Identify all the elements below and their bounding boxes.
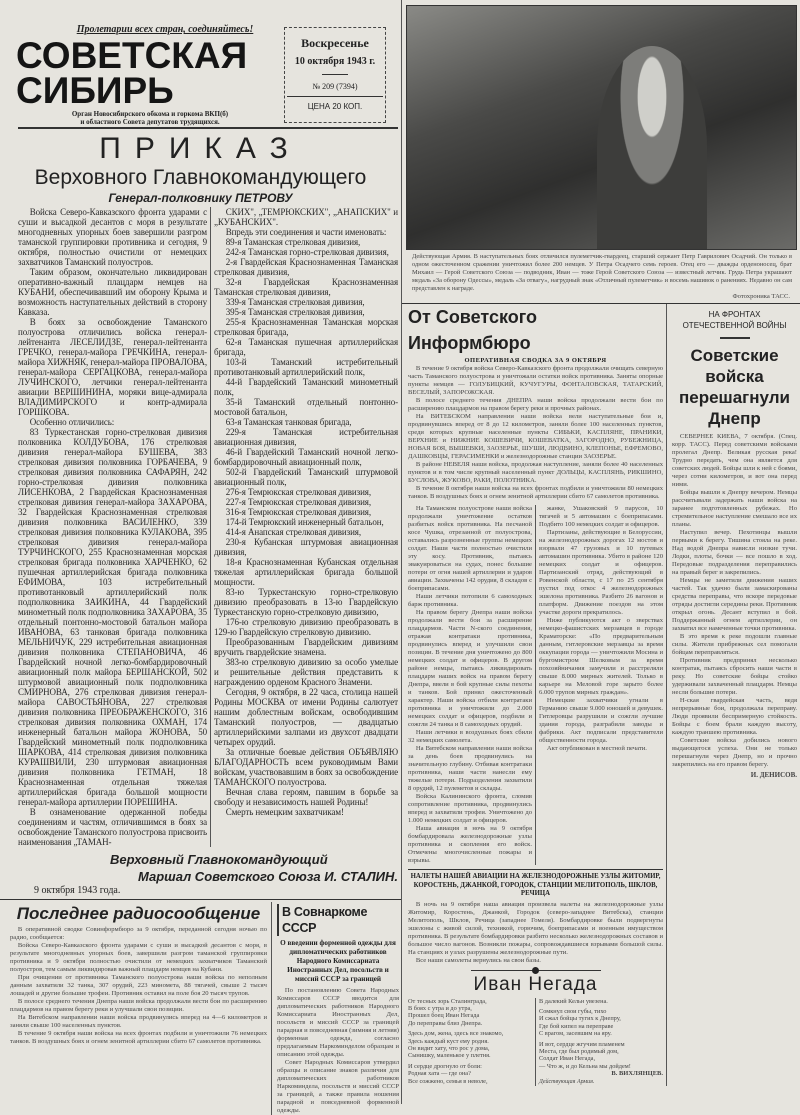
paragraph: Смерть немецким захватчикам! xyxy=(225,807,344,817)
paragraph: Акт опубликован в местной печати. xyxy=(546,745,647,752)
paragraph: 229-я Таманская истребительная авиационная дивизия, xyxy=(214,427,398,447)
organ-line-1: Орган Новосибирского обкома и горкома ВКП(б) xyxy=(71,110,229,118)
photo-credit: Фотохроника ТАСС. xyxy=(732,293,790,300)
signature-title: Верховный Главнокомандующий xyxy=(110,852,328,867)
poem-column-1 xyxy=(408,998,532,1087)
paragraph: Совет Народных Комиссаров утвердил образцы и описание знаков различия для дипломатических работников Наркоминдела, посольств и миссий СССР за границей, а также правила ношения парадной и повседневной форменной одежды. xyxy=(277,1059,399,1114)
paragraph: 255-я Краснознаменная Таманская морская стрелковая бригада, xyxy=(214,317,398,337)
paragraph: Партизаны, действующие в Белоруссии, на железнодорожных дорогах 12 мостов и взорвали 47 грузовых и 10 путевых автомашин противника. Убито в районе 120 немецких солдат и офицеров. Партизанский отряд, действующий в Ровенской области, с 17 по 25 сентября пустил под откос 4 железнодорожных эшелона противника. Разбито 26 вагонов и платформ. Движение поездов на этом участке дороги прекратилось. xyxy=(539,529,663,616)
paragraph: Войска Северо-Кавказского фронта ударами с суши и высадкой десантов с моря в результате многодневных упорных боев завершили разгром таманской группировки противника и сегодня, 9 октября, полностью очистили от немецких захватчиков Таманский полуостров. xyxy=(18,207,207,267)
section-rule xyxy=(408,869,663,870)
poem-line: В далекий Кельн увезена. xyxy=(539,997,608,1005)
paragraph: жанке, Ушаковский 9 парусов, 10 тягачей и 5 автомашин с боеприпасами. Подбито 100 немецких солдат и офицеров. xyxy=(539,505,663,528)
paragraph: В оперативной сводке Совинформбюро за 9 октября, переданной сегодня ночью по радио, сообщается: xyxy=(10,926,267,941)
sovinform-title: От Советского Информбюро xyxy=(408,307,538,353)
order-date: 9 октября 1943 года. xyxy=(34,885,121,896)
poem-line: До переправы близ Днепра. xyxy=(408,1019,483,1027)
paragraph: В течение 9 октября наши войска на всех фронтах подбили и уничтожили 76 немецких танков. В воздушных боях и огнем зенитной артиллерии сбито 67 самолетов противника. xyxy=(10,1030,267,1045)
paragraph: 174-й Темрюкский инженерный батальон, xyxy=(225,517,384,527)
paragraph: Бойцы вышли к Днепру вечером. Немцы рассчитывали задержать наши войска на заранее подготовленных рубежах. Но стремительное наступление смешало все их планы. xyxy=(672,489,797,528)
lower-right-row xyxy=(402,304,800,1086)
paragraph: На ВИТЕБСКОМ направлении наши войска вели наступательные бои и, продвинувшись вперед от 8 до 12 километров, заняли более 100 населенных пунктов, среди которых крупные населенные пункты СИБЬКИ, КАСПЛЯНЕ, ПРАНИКИ, ВЕРХНИЕ и НИЖНИЕ КОШЕВИЧИ, КОШЕВАТКА, ЗАГОРОДНО, РУБЕЖНИЦА, НОВАЯ БОЯ, ВЫШЕВКИ, ЗАОЗЕРЬЕ, ШУШИ, ЛЮДВИНО, КЛЕПОНЬЕ, ЕФРЕМОВО, ДАШКОВЦЫ, ГЕРАСИМЕНКИ и железнодорожные станции ЗАОЗЕРЬЕ. xyxy=(408,413,663,460)
paragraph: В ознаменование одержанной победы соединениям и частям, отличившимся в боях за освобождение Таманского полуострова присвоить наименования „ТАМАН- xyxy=(18,807,207,847)
paragraph: Войска Северо-Кавказского фронта ударами с суши и высадкой десантов с моря, в результате многодневных упорных боев, завершили разгром таманской группировки противника и 9 октября полностью очистили от немецких захватчиков Таманский полуостров, тем самым ликвидировав важный плацдарм немцев на Кубани. xyxy=(10,942,267,973)
paragraph: На Витебском направлении наши войска продвинулись вперед на 4—6 километров и заняли свыше 100 населенных пунктов. xyxy=(10,1014,267,1029)
paragraph: 46-й Гвардейский Таманский ночной легко-бомбардировочный авиационный полк, xyxy=(214,447,398,467)
paragraph: Немецкие захватчики угнали в Германию свыше 9.000 юношей и девушек. Гитлеровцы разрушили и сожгли лучшие здания города, разграбили заводы и фабрики. Акт подписали представители общественности города. xyxy=(539,697,663,744)
paragraph: 83-ю Туркестанскую горно-стрелковую дивизию преобразовать в 13-ю Гвардейскую Туркестанскую горно-стрелковую дивизию, xyxy=(214,587,398,617)
paragraph: СЕВЕРНЕЕ КИЕВА, 7 октября. (Спец. корр. ТАСС). Перед советскими войсками пролегал Днепр. Великая русская река! Трудно передать, чем она является для советских людей. Бойцы шли к ней с боями, через сотни километров, и вот она перед ними. xyxy=(672,433,797,488)
poem-line: Все сожжено, семья в неволе, xyxy=(408,1077,488,1085)
poem-title: Иван Негада xyxy=(473,973,598,995)
masthead-rule xyxy=(18,127,398,129)
paragraph: 316-я Темрюкская стрелковая дивизия, xyxy=(225,507,371,517)
paragraph: 176-ю стрелковую дивизию преобразовать в 129-ю Гвардейскую стрелковую дивизию. xyxy=(214,617,398,637)
poem-line: И сердце дрогнуло от боли: xyxy=(408,1062,482,1070)
right-half xyxy=(401,0,800,1104)
sovinform-lead xyxy=(408,365,663,501)
kicker-line-1: НА ФРОНТАХ xyxy=(708,310,761,319)
paragraph: 103-й Таманский истребительный противотанковый артиллерийский полк, xyxy=(214,357,398,377)
paragraph: СКИХ", „ТЕМРЮКСКИХ", „АНАПСКИХ" и „КУБАНСКИХ". xyxy=(214,207,398,227)
signature-name: Маршал Советского Союза И. СТАЛИН. xyxy=(138,869,398,884)
paragraph: В районе НЕВЕЛЯ наши войска, продолжая наступление, заняли более 40 населенных пунктов и в том числе крупный населенный пункт ДОЛЬЦЫ, КАСПЛЯНЬ, РИКШИНО, БУСЛОВА, ЖУКОВО, РАКИ, ПОЛОТНИКА. xyxy=(408,461,663,484)
paragraph: 395-я Таманская стрелковая дивизия, xyxy=(225,307,365,317)
paragraph: 227-я Темрюкская стрелковая дивизия, xyxy=(225,497,371,507)
paragraph: Наши летчики в воздушных боях сбили 32 немецких самолета. xyxy=(408,729,532,744)
column-rule xyxy=(210,207,211,847)
order-signature xyxy=(110,851,401,885)
divider xyxy=(720,337,750,339)
front-body xyxy=(672,433,797,769)
paragraph: Наша авиация в ночь на 9 октября бомбардировала железнодорожные узлы противника и скопления его войск. Отмечены многочисленные пожары и взрывы. xyxy=(408,825,532,864)
poem-line: Сынишку, маленькое у плетня. xyxy=(408,1052,491,1060)
paragraph: Вечная слава героям, павшим в борьбе за свободу и независимость нашей Родины! xyxy=(214,787,398,807)
poem-line: Родная хата — где она? xyxy=(408,1070,471,1078)
paragraph: На Таманском полуострове наши войска продолжали уничтожение остатков разбитых войск противника. На песчаной косе Чушка, отрезанной от полуострова, оставались разрозненные группы немецких солдат. Наши части полностью очистили эту косу. Противник, пытаясь эвакуироваться на судах, понес большие потери от огня нашей артиллерии и ударов авиации. Захвачены 142 орудия, 8 складов с боеприпасами. xyxy=(408,505,532,592)
paragraph: Преобразованным Гвардейским дивизиям вручить гвардейские знамена. xyxy=(214,637,398,657)
soldier-figure xyxy=(597,46,707,249)
poem-line: Места, где был родимый дом, xyxy=(539,1047,619,1055)
paragraph: В боях за освобождение Таманского полуострова отличились войска генерал-лейтенанта ЛЕСЕЛИДЗЕ, генерал-лейтенанта ГРЕЧКО, генерал-майора ГРЕЧКИНА, генерал-майора ХИЖНЯК, генерал-майора ПРОВАЛОВА, генерал-майора СЕРГАЦКОВА, генерал-майора ЛУЧИНСКОГО, летчики генерал-лейтенанта авиации ВЕРШИНИНА, моряки вице-адмирала ВЛАДИМИРСКОГО и контр-адмирала ГОРШКОВА. xyxy=(18,317,207,417)
kicker-line-2: ОТЕЧЕСТВЕННОЙ ВОЙНЫ xyxy=(682,321,787,330)
paragraph: 35-й Таманский отдельный понтонно-мостовой батальон, xyxy=(214,397,398,417)
poem-line: Солдат Иван Негада, xyxy=(539,1055,596,1063)
organ-line xyxy=(40,110,260,126)
poem-columns xyxy=(408,998,663,1087)
raids-title: НАЛЕТЫ НАШЕЙ АВИАЦИИ НА ЖЕЛЕЗНОДОРОЖНЫЕ УЗЛЫ ЖИТОМИР, КОРОСТЕНЬ, ДЖАНКОЙ, ГОРОДОК, СТАНЦИИ МЕЛИТОПОЛЬ, ШКЛОВ, РЕЧИЦА xyxy=(410,873,661,897)
poem-column-2-wrap xyxy=(539,998,663,1087)
title-line-1: СОВЕТСКАЯ xyxy=(16,35,248,76)
column-rule xyxy=(535,505,536,865)
paragraph: Противник предпринял несколько контратак, пытаясь сбросить наши части в реку. Но советские бойцы стойко удерживали захваченный плацдарм. Немцы несли большие потери. xyxy=(672,657,797,696)
poem-author: В. ВИХЛЯНЦЕВ. xyxy=(611,1070,663,1078)
paragraph: 339-я Таманская стрелковая дивизия, xyxy=(225,297,365,307)
poem-place: Действующая Армия. xyxy=(539,1079,595,1086)
paragraph: За отличные боевые действия ОБЪЯВЛЯЮ БЛАГОДАРНОСТЬ всем руководимым Вами войскам, участвовавшим в боях за освобождение ТАМАНСКОГО полуострова. xyxy=(214,747,398,787)
issue-date: 10 октября 1943 г. xyxy=(294,56,376,67)
paragraph: 383-ю стрелковую дивизию за особо умелые и решительные действия представить к награждению орденом Красного Знамени. xyxy=(214,657,398,687)
poem-line: Здесь дом, жена, здесь все знакомо, xyxy=(408,1030,504,1038)
radio-title: Последнее радиосообщение xyxy=(16,904,261,923)
paragraph: Сегодня, 9 октября, в 22 часа, столица нашей Родины МОСКВА от имени Родины салютует нашим доблестным войскам, освободившим Таманский полуостров, — двадцатью артиллерийскими залпами из двухсот двадцати четырех орудий. xyxy=(214,687,398,747)
newspaper-title xyxy=(16,35,278,111)
poem-line: Здесь каждый куст ему родня. xyxy=(408,1037,489,1045)
divider xyxy=(287,96,383,97)
paragraph: Впредь эти соединения и части именовать: xyxy=(225,227,387,237)
poem-line: С врагом, засевшим на яру. xyxy=(539,1030,612,1038)
poem-line: Прошел боец Иван Негада xyxy=(408,1012,480,1020)
paragraph: 2-я Гвардейская Краснознаменная Таманская стрелковая дивизия, xyxy=(214,257,398,277)
order-column-1 xyxy=(18,207,207,847)
poem-column-2 xyxy=(539,998,663,1071)
paragraph: В полосе среднего течения Днепра наши войска продолжали вести бои по расширению плацдармов на правом берегу реки и улучшали свои позиции. xyxy=(10,998,267,1013)
column-rule xyxy=(535,998,536,1087)
paragraph: Наши летчики потопили 6 самоходных барж противника. xyxy=(408,593,532,608)
sovinform-column xyxy=(402,304,666,1086)
bottom-left-row xyxy=(0,902,401,1115)
paragraph: 230-я Кубанская штурмовая авиационная дивизия, xyxy=(214,537,398,557)
ornament-divider xyxy=(471,970,601,971)
ornament-dot-icon xyxy=(532,967,539,974)
front-kicker xyxy=(672,309,797,339)
paragraph: 63-я Таманская танковая бригада, xyxy=(225,417,352,427)
front-author: И. ДЕНИСОВ. xyxy=(750,771,797,779)
paragraph: На Витебском направлении наши войска за день боев продвинулись на значительную глубину. Отбивая контратаки противника, наши части нанесли ему тяжелые потери. Подразделения захватили 8 орудий, 12 пулеметов и склады. xyxy=(408,745,532,792)
front-column xyxy=(667,304,800,1086)
paragraph: 62-я Таманская пушечная артиллерийская бригада, xyxy=(214,337,398,357)
paragraph: Таким образом, окончательно ликвидирован оперативно-важный плацдарм немцев на КУБАНИ, обеспечивавший им оборону Крыма и возможность наступательных действий в сторону Кавказа. xyxy=(18,267,207,317)
paragraph: Войска Калининского фронта, сломив сопротивление противника, продвинулись вперед и захватили трофеи. Уничтожено до 1.000 немецких солдат и офицеров. xyxy=(408,793,532,824)
poem-line: Где бой кипел на переправе xyxy=(539,1022,614,1030)
paragraph: В течение 8 октября наши войска на всех фронтах подбили и уничтожили 80 немецких танков. В воздушных боях и огнем зенитной артиллерии сбито 67 самолетов противника. xyxy=(408,485,663,500)
sovnarkom-subtitle: О введении форменной одежды для дипломатических работников Народного Комиссариата Иностранных Дел, посольств и миссий СССР за границей xyxy=(280,939,396,983)
sovnarkom-body xyxy=(277,987,399,1115)
paragraph: 502-й Гвардейский Таманский штурмовой авиационный полк, xyxy=(214,467,398,487)
order-column-2 xyxy=(214,207,398,847)
paragraph: Советские войска добились нового выдающегося успеха. Они не только перешагнули через Днепр, но и прочно закрепились на его правом берегу. xyxy=(672,737,797,768)
masthead xyxy=(0,0,401,130)
paragraph: Все наши самолеты вернулись на свои базы. xyxy=(415,956,541,964)
paragraph: При очищении от противника Таманского полуострова наши войска по неполным данным захватили 32 танка, 307 орудий, 223 миномета, 88 тягачей, свыше 2 тысяч лошадей и другие большие трофеи. Противник оставил на поле боя 20 тысяч трупов. xyxy=(10,974,267,997)
paragraph: 83 Туркестанская горно-стрелковая дивизия полковника КОЛДУБОВА, 176 стрелковая дивизия генерал-майора БУШЕВА, 383 стрелковая дивизия полковника ГОРБАЧЕВА, 9 стрелковая дивизия полковника САФАРЯН, 242 горно-стрелковая дивизия полковника ЛИСЕНКОВА, 2 Гвардейская Краснознаменная стрелковая дивизия генерал-майора ЗАХАРОВА, 32 Гвардейская Краснознаменная стрелковая дивизия полковника ВАСИЛЕНКО, 339 стрелковая дивизия полковника КУЛАКОВА, 395 стрелковая дивизия генерал-майора ТУРЧИНСКОГО, 255 Краснознаменная морская стрелковая бригада полковника ХАРЧЕНКО, 62 пушечная артиллерийская бригада полковника ЕФИМОВА, 103 истребительный противотанковый артиллерийский полк подполковника ЗАИКИНА, 44 Гвардейский минометный полк подполковника ЗАХАРОВА, 35 отдельный понтонно-мостовой батальон майора ИВАНОВА, 63 танковая бригада полковника МЕЛЬНИЧУК, 229 истребительная авиационная дивизия полковника СТЕПАНОВИЧА, 46 Гвардейский ночной легко-бомбардировочный авиационный полк майора БЕРШАНСКОЙ, 502 штурмовой авиационный полк подполковника СМИРНОВА, 276 стрелковая дивизия генерал-майора САВОСТЬЯНОВА, 227 стрелковая дивизия полковника ПРЕОБРАЖЕНСКОГО, 316 стрелковая дивизия полковника ОХМАН, 174 инженерный батальон майора ЖОНОВА, 50 Гвардейский минометный полк подполковника ШАРКОВА, 414 стрелковая дивизия полковника КУРАШВИЛИ, 230 штурмовая авиационная дивизия полковника ГЕТМАН, 18 Краснознаменная отдельная тяжелая артиллерийская бригада большой мощности генерал-майора артиллерии ПОРЕШИНА. xyxy=(18,427,207,807)
paragraph: 89-я Таманская стрелковая дивизия, xyxy=(225,237,361,247)
poem-line: В боях с утра и до утра, xyxy=(408,1004,472,1012)
paragraph: В течение 9 октября войска Северо-Кавказского фронта продолжали очищать северную часть Таманского полуострова и уничтожали остатки войск противника. Заняты опорные пункты немцев — ГОЛУБИЦКИЙ, КУЧУГУРЫ, ФОНТАЛОВСКАЯ, ТАТАРСКИЙ, ВЕСЕЛЫЙ, ЗАПОРОЖСКАЯ. xyxy=(408,365,663,396)
poem-line: И вот, сердце жгучим пламенем xyxy=(539,1040,625,1048)
divider xyxy=(322,74,348,75)
poem-line: От тесных зорь Сталинграда, xyxy=(408,997,487,1005)
paragraph: В полосе среднего течения ДНЕПРА наши войска продолжали вести бои по расширению плацдармов на правом берегу реки и прочных районах. xyxy=(408,397,663,412)
paragraph: 18-я Краснознаменная Кубанская отдельная тяжелая артиллерийская бригада большой мощности. xyxy=(214,557,398,587)
poem-line: — Что ж, и до Кельна мы дойдем! xyxy=(539,1062,631,1070)
radio-body xyxy=(10,926,267,1046)
issue-number: № 209 (7394) xyxy=(312,82,358,91)
section-rule xyxy=(0,899,401,900)
photo-caption: Действующая Армия. В наступательных боях отличился пулеметчик-гвардеец, старший сержант Петр Гаврилович Осадчий. Он только в одном ожесточенном сражении уничтожил более 200 немцев. У Петра Осадчего семь героев. Отец его — дважды орденоносец, брат Михаил — Герой Советского Союза — подводник, Иван — тоже Герой Советского Союза — известный летчик. Грудь Петра украшают медаль «За оборону Одессы», медаль «За отвагу», нагрудный знак «Отличный пулеметчик» и восемь нашивок о ранениях. Недавно он сам представлен к награде. xyxy=(412,253,792,292)
paragraph: 242-я Таманская горно-стрелковая дивизия, xyxy=(225,247,389,257)
raids-body xyxy=(408,901,663,965)
sovinform-columns xyxy=(408,505,663,865)
weekday: Воскресенье xyxy=(301,36,369,50)
paragraph: По постановлению Совета Народных Комиссаров СССР вводится для дипломатических работников Народного Комиссариата Иностранных Дел, посольств и миссий СССР за границей парадная и повседневная (зимняя и летняя) форменная одежда, согласно предлагаемым Наркоминделом образцам и описанию этой одежды. xyxy=(277,987,399,1058)
paragraph: На правом берегу Днепра наши войска продолжали вести бои за расширение плацдармов. Части N-ского соединения, отражая контратаки противника, продвинулись вперед и улучшили свои позиции. В течение дня уничтожено до 800 немецких солдат и офицеров. В другом районе немцы, пытаясь ликвидировать плацдарм наших войск на правом берегу Днепра, ввели в бой крупные силы пехоты и танков. Бой принял ожесточенный характер. Наши войска отбили контратаки противника и уничтожили до 2.000 немецких солдат и офицеров, подбили и сожгли 24 танка и 8 самоходных орудий. xyxy=(408,609,532,728)
radio-section xyxy=(0,902,271,1115)
organ-line-2: и областного Совета депутатов трудящихся. xyxy=(80,118,220,126)
paragraph: В это время к реке подошли главные силы. Жители прибрежных сел помогали бойцам переправляться. xyxy=(672,633,797,656)
poem-line: Сомкнул свои губы, тихо xyxy=(539,1007,607,1015)
sovnarkom-section xyxy=(272,902,401,1115)
slogan: Пролетарии всех стран, соединяйтесь! xyxy=(76,24,254,35)
paragraph: В ночь на 9 октября наша авиация произвела налеты на железнодорожные узлы Житомир, Коростень, Джанкой, Городок (северо-западнее Витебска), станции Мелитополь, Шклов, Речица (западнее Гомеля). Бомбардировке были подвергнуты эшелоны с живой силой, техникой, горючим, боеприпасами и военным имуществом противника. В результате бомбардировки разбито несколько железнодорожных составов и большое число вагонов. Возникли пожары, сопровождавшиеся взрывами большой силы. На станциях и узлах разрушены железнодорожные пути. xyxy=(408,900,663,956)
paragraph: 414-я Анапская стрелковая дивизия, xyxy=(225,527,361,537)
paragraph: 44-й Гвардейский Таманский минометный полк, xyxy=(214,377,398,397)
poem-line: И сжал бойцы тугих к Днепру, xyxy=(539,1015,621,1023)
order-addressee: Генерал-полковнику ПЕТРОВУ xyxy=(108,191,293,205)
front-headline: Советские войска перешагнули Днепр xyxy=(678,346,790,428)
photo xyxy=(406,5,797,250)
paragraph: Немцы не заметили движения наших частей. Так удачно были замаскированы средства переправы, что вскоре передовые отряды достигли середины реки. Противник открыл огонь. Десант вступил в бой. Поддержанный огнем артиллерии, он захватил все намеченные точки противника. xyxy=(672,577,797,632)
sovinform-subtitle: ОПЕРАТИВНАЯ СВОДКА ЗА 9 ОКТЯБРЯ xyxy=(464,357,607,364)
order-subtitle: Верховного Главнокомандующего xyxy=(34,166,367,189)
order-columns xyxy=(0,207,401,847)
sovinform-column-1 xyxy=(408,505,532,865)
title-line-2: СИБИРЬ xyxy=(16,70,174,111)
paragraph: Н-ская гвардейская часть, ведя непрерывные бои, продолжала переправу. Люди проявили беспримерную стойкость. Бойцы с боем брали каждую высоту, каждую траншею противника. xyxy=(672,697,797,736)
paragraph: Особенно отличились: xyxy=(29,417,115,427)
paragraph: Ниже публикуются акт о зверствах немецко-фашистских мерзавцев в городе Краматорске: «По предварительным данным, гитлеровские мерзавцы за время оккупации города — уничтожили Мосина и бургомистром Шелковым за время похозяйничания замучили и расстреляли свыше 8.000 мирных жителей. Только в карьере на Меловой горе зарыто более 6.000 трупов мирных граждан». xyxy=(539,617,663,696)
order-title: ПРИКАЗ xyxy=(99,132,302,165)
sovinform-column-2 xyxy=(539,505,663,865)
paragraph: 32-я Гвардейская Краснознаменная Таманская стрелковая дивизия, xyxy=(214,277,398,297)
poem-line: Он видит хату, что рос у дома, xyxy=(408,1044,490,1052)
paragraph: Наступил вечер. Пехотинцы вышли первыми к берегу. Тишина стояла на реке. Над водой Днепра нависли низкие тучи. Лодки, плоты, бочки — все пошло в ход. Передовые подразделения переправились на правый берег и закрепились. xyxy=(672,529,797,576)
sovnarkom-title: В Совнаркоме СССР xyxy=(277,904,399,936)
paragraph: 276-я Темрюкская стрелковая дивизия, xyxy=(225,487,371,497)
date-box xyxy=(284,27,386,123)
price: ЦЕНА 20 КОП. xyxy=(307,102,363,111)
